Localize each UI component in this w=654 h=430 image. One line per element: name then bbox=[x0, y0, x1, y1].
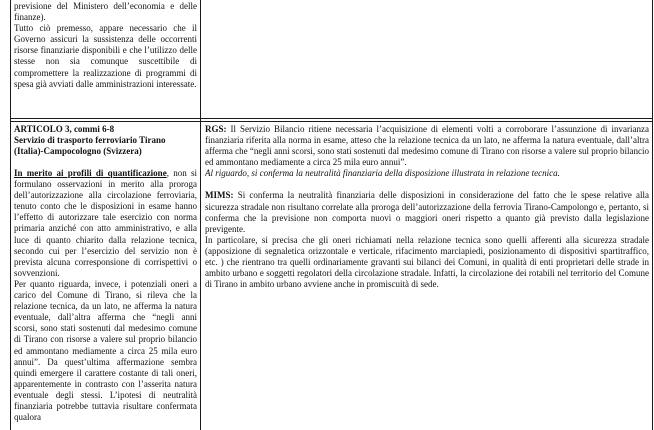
rgs-label: RGS: bbox=[205, 124, 227, 134]
article-subtitle: Servizio di trasporto ferroviario Tirano (Italia)-Campocologno (Svizzera) bbox=[14, 135, 166, 156]
article-title: ARTICOLO 3, commi 6-8 bbox=[14, 124, 115, 134]
table-border-left bbox=[10, 0, 11, 430]
rgs-text: Il Servizio Bilancio ritiene necessaria l’acquisizione di elementi volti a corroborare l’assunzione di invarianza finanziaria riferita alla norma in esame, atteso che la relazione tecnica da un lato, ne afferma la natura eventuale, dall’altra afferma che “negli anni scorsi, sono stati sostenuti dal medesimo comune di Tirano con risorse a valere sul proprio bilancio ed ammontano mediamente a circa 25 mila euro annui”. bbox=[205, 124, 649, 168]
quantification-paragraph bbox=[14, 168, 197, 279]
mims-paragraph bbox=[205, 190, 649, 234]
quantification-heading: In merito ai profili di quantificazione bbox=[14, 168, 167, 178]
rgs-paragraph bbox=[205, 124, 649, 168]
row-separator-2 bbox=[10, 121, 653, 122]
top-left-cell bbox=[14, 1, 197, 117]
mims-text: Si conferma la neutralità finanziaria delle disposizioni in considerazione del fatto che le spese relative alla sicurezza stradale non risultano correlate alla proroga dell’autorizzazione della ferrovia Tirano-Campolongo e, pertanto, si conferma che la previsione non comporta nuovi o maggiori oneri rispetto a quanto già previsto dalla legislazione previgente. bbox=[205, 190, 649, 234]
table-border-middle bbox=[200, 0, 201, 430]
table-border-right bbox=[652, 0, 653, 430]
article-cell bbox=[14, 124, 197, 430]
rgs-confirmation: Al riguardo, si conferma la neutralità finanziaria della disposizione illustrata in relazione tecnica. bbox=[205, 168, 560, 179]
ministry-provision-text: previsione del Ministero dell’economia e delle finanze). bbox=[14, 1, 197, 23]
government-guarantee-text: Tutto ciò premesso, appare necessario che il Governo assicuri la sussistenza delle occorrenti risorse finanziarie disponibili e che l’utilizzo delle stesse non sia comunque suscettibile di compromettere la realizzazione di programmi di spesa già avviati dalle amministrazioni interessate. bbox=[14, 23, 197, 89]
quantification-text: , non si formulano osservazioni in merito alla proroga dell’autorizzazione alla circolazione ferroviaria, tenuto conto che le disposizioni in esame hanno l’effetto di autorizzare tale esercizio con norma primaria anziché con atto amministrativo, e alla luce di quanto chiarito dalla relazione tecnica, secondo cui per l’esercizio del servizio non è prevista alcuna corresponsione di corrispettivi o sovvenzioni. bbox=[14, 168, 197, 278]
mims-details-paragraph: In particolare, si precisa che gli oneri richiamati nella relazione tecnica sono quelli afferenti alla sicurezza stradale (apposizione di segnaletica orizzontale e verticale, rifacimento marciapiedi, posizionamento di dispositivi spartitraffico, etc. ) che rientrano tra quelli ordinariamente gravanti sui bilanci dei Comuni, in qualità di enti proprietari delle strade in ambito urbano e soggetti regolatori della circolazione stradale. Infatti, la circolazione dei rotabili nel territorio del Comune di Tirano in ambito urbano avviene anche in promiscuità di sede. bbox=[205, 234, 649, 290]
mims-label: MIMS: bbox=[205, 190, 234, 201]
tirano-costs-paragraph: Per quanto riguarda, invece, i potenziali oneri a carico del Comune di Tirano, si rileva che la relazione tecnica, da un lato, ne afferma la natura eventuale, dall’altra afferma che “negli anni scorsi, sono stati sostenuti dal medesimo comune di Tirano con risorse a valere sul proprio bilancio ed ammontano mediamente a circa 25 mila euro annui”. Da quest’ultima affermazione sembra quindi emergere il carattere costante di tali oneri, apparentemente in contrasto con l’asserita natura eventuale degli stessi. L’ipotesi di neutralità finanziaria potrebbe tuttavia risultare confermata qualora bbox=[14, 278, 197, 423]
row-separator bbox=[10, 118, 653, 119]
government-response-cell bbox=[205, 124, 649, 430]
